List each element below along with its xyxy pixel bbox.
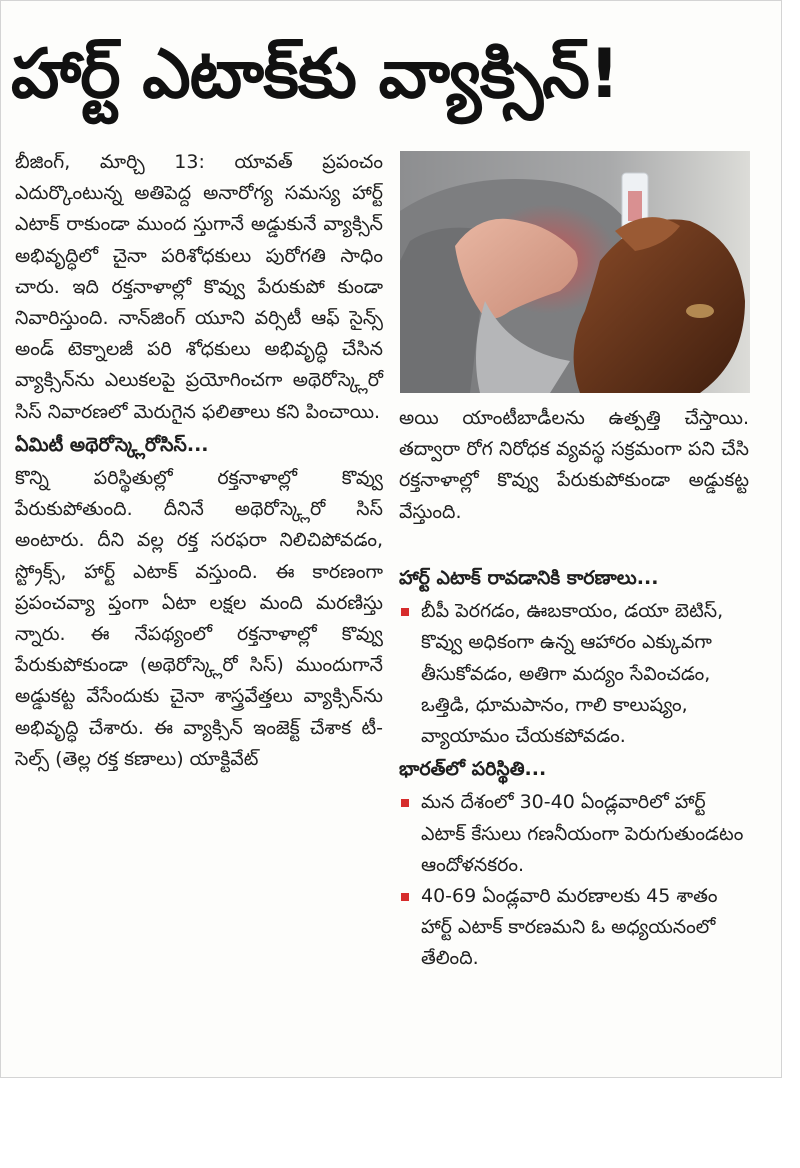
heart-attack-vaccine-photo bbox=[400, 151, 750, 393]
right-column-lists bbox=[399, 561, 749, 975]
atherosclerosis-subheading: ఏమిటీ అథెరోస్క్లెరోసిస్... bbox=[15, 433, 209, 456]
right-column-continuation bbox=[399, 403, 749, 528]
intro-paragraph: బీజింగ్, మార్చి 13: యావత్ ప్రపంచం ఎదుర్కొంటున్న అతిపెద్ద అనారోగ్య సమస్య హార్ట్ ఎటాక్ రాకుండా ముంద స్తుగానే అడ్డుకునే వ్యాక్సిన్ అభివృద్ధిలో చైనా పరిశోధకులు పురోగతి సాధిం చారు. ఇది రక్తనాళాల్లో కొవ్వు పేరుకుపో కుండా నివారిస్తుంది. నాన్‌జింగ్ యూని వర్సిటీ ఆఫ్ సైన్స్ అండ్ టెక్నాలజీ పరి శోధకులు అభివృద్ధి చేసిన వ్యాక్సిన్‌ను ఎలుకలపై ప్రయోగించగా అథెరోస్క్లెరో సిస్ నివారణలో మెరుగైన ఫలితాలు కని పించాయి. bbox=[15, 151, 383, 423]
india-heading: భారత్‌లో పరిస్థితి... bbox=[399, 758, 547, 781]
india-text-2: 40-69 ఏండ్లవారి మరణాలకు 45 శాతం హార్ట్ ఎటాక్ కారణమని ఓ అధ్యయనంలో తేలింది. bbox=[421, 885, 718, 970]
article-photo bbox=[400, 151, 750, 393]
causes-heading: హార్ట్ ఎటాక్ రావడానికి కారణాలు... bbox=[399, 567, 659, 589]
square-bullet-icon bbox=[399, 881, 421, 901]
causes-text: బీపీ పెరగడం, ఊబకాయం, డయా బెటిస్, కొవ్వు అధికంగా ఉన్న ఆహారం ఎక్కువగా తీసుకోవడం, అతిగా మద్యం సేవించడం, ఒత్తిడి, ధూమపానం, గాలి కాలుష్యం, వ్యాయామం చేయకపోవడం. bbox=[421, 600, 724, 748]
india-list-item bbox=[399, 881, 749, 975]
atherosclerosis-paragraph: కొన్ని పరిస్థితుల్లో రక్తనాళాల్లో కొవ్వు పేరుకుపోతుంది. దీనినే అథెరోస్క్లెరో సిస్ అంటారు. దీని వల్ల రక్త సరఫరా నిలిచిపోవడం, స్ట్రోక్స్, హార్ట్ ఎటాక్ వస్తుంది. ఈ కారణంగా ప్రపంచవ్యా ప్తంగా ఏటా లక్షల మంది మరణిస్తు న్నారు. ఈ నేపథ్యంలో రక్తనాళాల్లో కొవ్వు పేరుకుపోకుండా (అథెరోస్క్లెరో సిస్) ముందుగానే అడ్డుకట్ట వేసేందుకు చైనా శాస్త్రవేత్తలు వ్యాక్సిన్‌ను అభివృద్ధి చేశారు. ఈ వ్యాక్సిన్ ఇంజెక్ట్ చేశాక టీ-సెల్స్ (తెల్ల రక్త కణాలు) యాక్టివేట్ bbox=[15, 467, 383, 770]
india-text-1: మన దేశంలో 30-40 ఏండ్లవారిలో హార్ట్ ఎటాక్ కేసులు గణనీయంగా పెరుగుతుండటం ఆందోళనకరం. bbox=[421, 791, 744, 876]
headline: హార్ట్ ఎటాక్‌కు వ్యాక్సిన్! bbox=[11, 35, 619, 114]
square-bullet-icon bbox=[399, 596, 421, 616]
causes-list-item bbox=[399, 596, 749, 752]
square-bullet-icon bbox=[399, 787, 421, 807]
india-list-item bbox=[399, 787, 749, 881]
left-column bbox=[15, 147, 383, 775]
continuation-paragraph: అయి యాంటీబాడీలను ఉత్పత్తి చేస్తాయి. తద్వారా రోగ నిరోధక వ్యవస్థ సక్రమంగా పని చేసి రక్తనాళాల్లో కొవ్వు పేరుకుపోకుండా అడ్డుకట్ట వేస్తుంది. bbox=[399, 407, 749, 523]
